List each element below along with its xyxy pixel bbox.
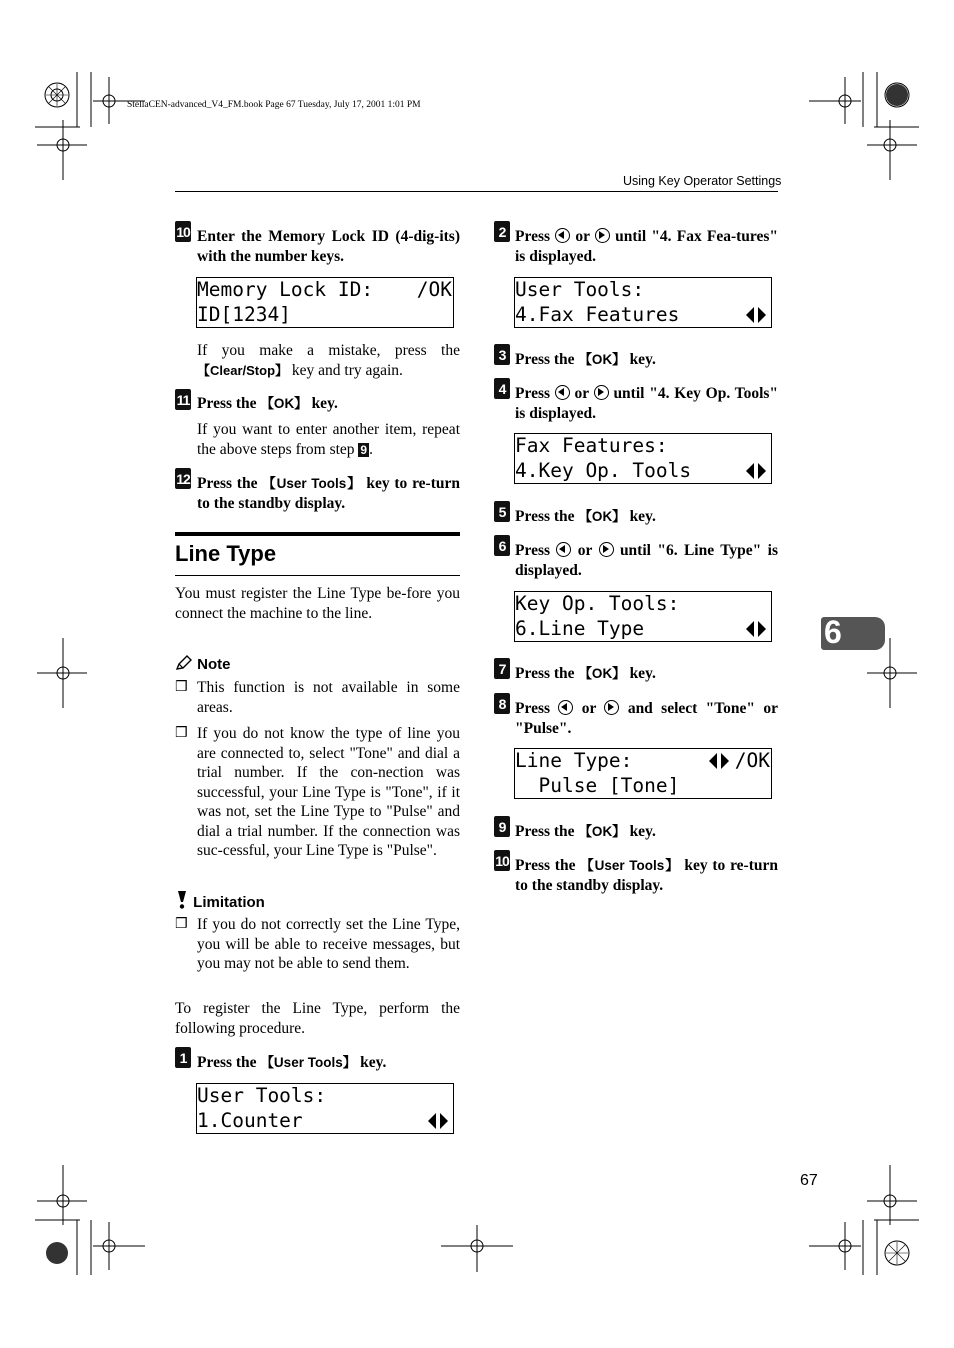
print-info: StellaCEN-advanced_V4_FM.book Page 67 Tuesday, July 17, 2001 1:01 PM — [127, 100, 421, 110]
right-arrow-key-icon — [595, 228, 610, 243]
left-arrow-key-icon — [556, 542, 571, 557]
step-instruction — [515, 384, 778, 423]
note-item: This function is not available in some areas. — [197, 679, 460, 716]
note-text: If you make a mistake, press the — [197, 342, 460, 359]
left-arrow-key-icon — [555, 385, 570, 400]
procedure-intro: To register the Line Type, perform the following procedure. — [175, 1000, 460, 1037]
chapter-tab — [821, 614, 885, 650]
checkbox-bullet-icon: ❒ — [175, 725, 188, 741]
user-tools-key: 【User Tools】 — [580, 858, 680, 873]
step-instruction — [515, 227, 778, 266]
lcd-line-1: Line Type: — [515, 749, 633, 772]
step-instruction: Enter the Memory Lock ID (4-dig-its) with the number keys. — [197, 228, 460, 265]
instruction-text: or — [577, 542, 593, 559]
user-tools-key: 【User Tools】 — [262, 476, 362, 491]
step-badge: 2 — [494, 221, 510, 242]
ok-key: 【OK】 — [260, 396, 308, 411]
instruction-text: and select "Tone" or "Pulse". — [515, 700, 779, 737]
step-instruction — [197, 474, 460, 513]
left-right-arrows-icon — [708, 751, 730, 771]
instruction-text: key to re-turn to the standby display. — [515, 857, 779, 894]
step-badge: 1 — [175, 1047, 191, 1068]
step-badge: 6 — [494, 535, 510, 556]
limitation-label: Limitation — [193, 894, 265, 911]
step-badge: 4 — [494, 378, 510, 399]
step-instruction — [197, 394, 460, 414]
lcd-line-1: Memory Lock ID: — [197, 278, 374, 301]
lcd-display — [514, 591, 772, 642]
ok-key: 【OK】 — [578, 509, 626, 524]
instruction-text: Press the — [197, 475, 258, 492]
instruction-text: Press the — [515, 665, 575, 682]
ok-key: 【OK】 — [578, 352, 626, 367]
instruction-text: key. — [629, 351, 656, 368]
instruction-text: Press the — [515, 351, 575, 368]
note-heading — [175, 655, 231, 673]
instruction-text: until "6. Line Type" is displayed. — [515, 542, 778, 579]
step-badge: 10 — [494, 850, 510, 871]
step-badge: 9 — [494, 816, 510, 837]
lcd-display — [514, 748, 772, 799]
lcd-display — [514, 277, 772, 328]
step-instruction — [515, 699, 778, 738]
section-rule — [175, 575, 460, 576]
instruction-text: until "4. Fax Fea-tures" is displayed. — [515, 228, 779, 265]
instruction-text: or — [575, 228, 590, 245]
lcd-line-2: ID[1234] — [197, 303, 291, 326]
note-text: . — [369, 440, 373, 458]
left-right-arrows-icon — [745, 619, 767, 639]
step-instruction — [515, 541, 778, 580]
instruction-text: Press — [515, 542, 551, 559]
instruction-text: Press the — [515, 857, 576, 874]
step-instruction — [515, 822, 778, 842]
left-arrow-key-icon — [558, 700, 573, 715]
lcd-ok-label: /OK — [416, 278, 452, 301]
lcd-line-2: 4.Key Op. Tools — [515, 459, 692, 482]
section-title: Line Type — [175, 541, 277, 566]
running-header: Using Key Operator Settings — [623, 174, 782, 188]
instruction-text: Press the — [515, 508, 575, 525]
lcd-display — [514, 433, 772, 484]
section-rule — [175, 532, 460, 536]
instruction-text: or — [581, 700, 597, 717]
checkbox-bullet-icon: ❒ — [175, 679, 188, 695]
instruction-text: Press the — [197, 1054, 257, 1071]
instruction-text: Press the — [197, 395, 257, 412]
instruction-text: key. — [629, 665, 656, 682]
left-arrow-key-icon — [555, 228, 570, 243]
chapter-number: 6 — [824, 614, 842, 650]
step-badge: 12 — [175, 468, 191, 489]
lcd-line-1: Fax Features: — [515, 434, 668, 457]
section-intro: You must register the Line Type be-fore you connect the machine to the line. — [175, 585, 460, 622]
instruction-text: Press — [515, 385, 551, 402]
lcd-line-2: 4.Fax Features — [515, 303, 680, 326]
instruction-text: Press — [515, 228, 551, 245]
ok-key: 【OK】 — [578, 666, 626, 681]
right-arrow-key-icon — [594, 385, 609, 400]
step-badge: 10 — [175, 221, 191, 242]
lcd-display — [196, 1083, 454, 1134]
note-text: key and try again. — [291, 361, 403, 379]
step-instruction — [515, 664, 778, 684]
step-instruction — [515, 856, 778, 895]
page-number: 67 — [800, 1172, 818, 1189]
step-note — [197, 420, 460, 460]
step-badge: 5 — [494, 501, 510, 522]
instruction-text: key. — [629, 823, 656, 840]
lcd-display — [196, 277, 454, 328]
step-badge: 3 — [494, 344, 510, 365]
left-right-arrows-icon — [745, 461, 767, 481]
lcd-line-1: User Tools: — [515, 278, 645, 301]
step-note — [197, 341, 460, 380]
lcd-line-2: Pulse [Tone] — [515, 774, 680, 797]
lcd-line-1: User Tools: — [197, 1084, 327, 1107]
instruction-text: key to re-turn to the standby display. — [197, 475, 461, 512]
instruction-text: key. — [311, 395, 338, 412]
note-item: If you do not know the type of line you are connected to, select "Tone" and dial a trial number. If the con-nection was successful, your Line Type is "Tone", if it was not, set the Line Type to "Pulse" and dial a trial number. If the connection was suc-cessful, your Line Type is "Pulse". — [197, 725, 460, 859]
note-label: Note — [197, 656, 231, 673]
instruction-text: Press the — [515, 823, 575, 840]
user-tools-key: 【User Tools】 — [260, 1055, 357, 1070]
step-instruction — [515, 507, 778, 527]
right-arrow-key-icon — [599, 542, 614, 557]
step-badge: 7 — [494, 658, 510, 679]
lcd-line-1: Key Op. Tools: — [515, 592, 680, 615]
clear-stop-key: 【Clear/Stop】 — [197, 362, 289, 378]
limitation-item: If you do not correctly set the Line Type, you will be able to receive messages, but you may not be able to send them. — [197, 916, 460, 972]
lcd-line-2: 1.Counter — [197, 1109, 303, 1132]
instruction-text: or — [574, 385, 589, 402]
note-text: If you want to enter another item, repeat the above steps from step — [197, 421, 460, 458]
pencil-icon — [175, 655, 193, 671]
step-instruction — [515, 350, 778, 370]
instruction-text: until "4. Key Op. Tools" is displayed. — [515, 385, 779, 422]
step-badge: 11 — [175, 389, 191, 410]
exclamation-icon — [175, 890, 189, 910]
step-badge: 8 — [494, 693, 510, 714]
left-right-arrows-icon — [745, 305, 767, 325]
limitation-heading — [175, 890, 265, 911]
step-instruction — [197, 1053, 460, 1073]
instruction-text: key. — [629, 508, 656, 525]
ok-key: 【OK】 — [578, 824, 626, 839]
left-right-arrows-icon — [427, 1111, 449, 1131]
lcd-line-2: 6.Line Type — [515, 617, 645, 640]
lcd-ok-label: /OK — [734, 749, 770, 772]
header-rule — [175, 191, 778, 192]
instruction-text: Press — [515, 700, 551, 717]
right-arrow-key-icon — [604, 700, 619, 715]
step-reference: 9 — [360, 442, 368, 457]
checkbox-bullet-icon: ❒ — [175, 916, 188, 932]
instruction-text: key. — [360, 1054, 387, 1071]
